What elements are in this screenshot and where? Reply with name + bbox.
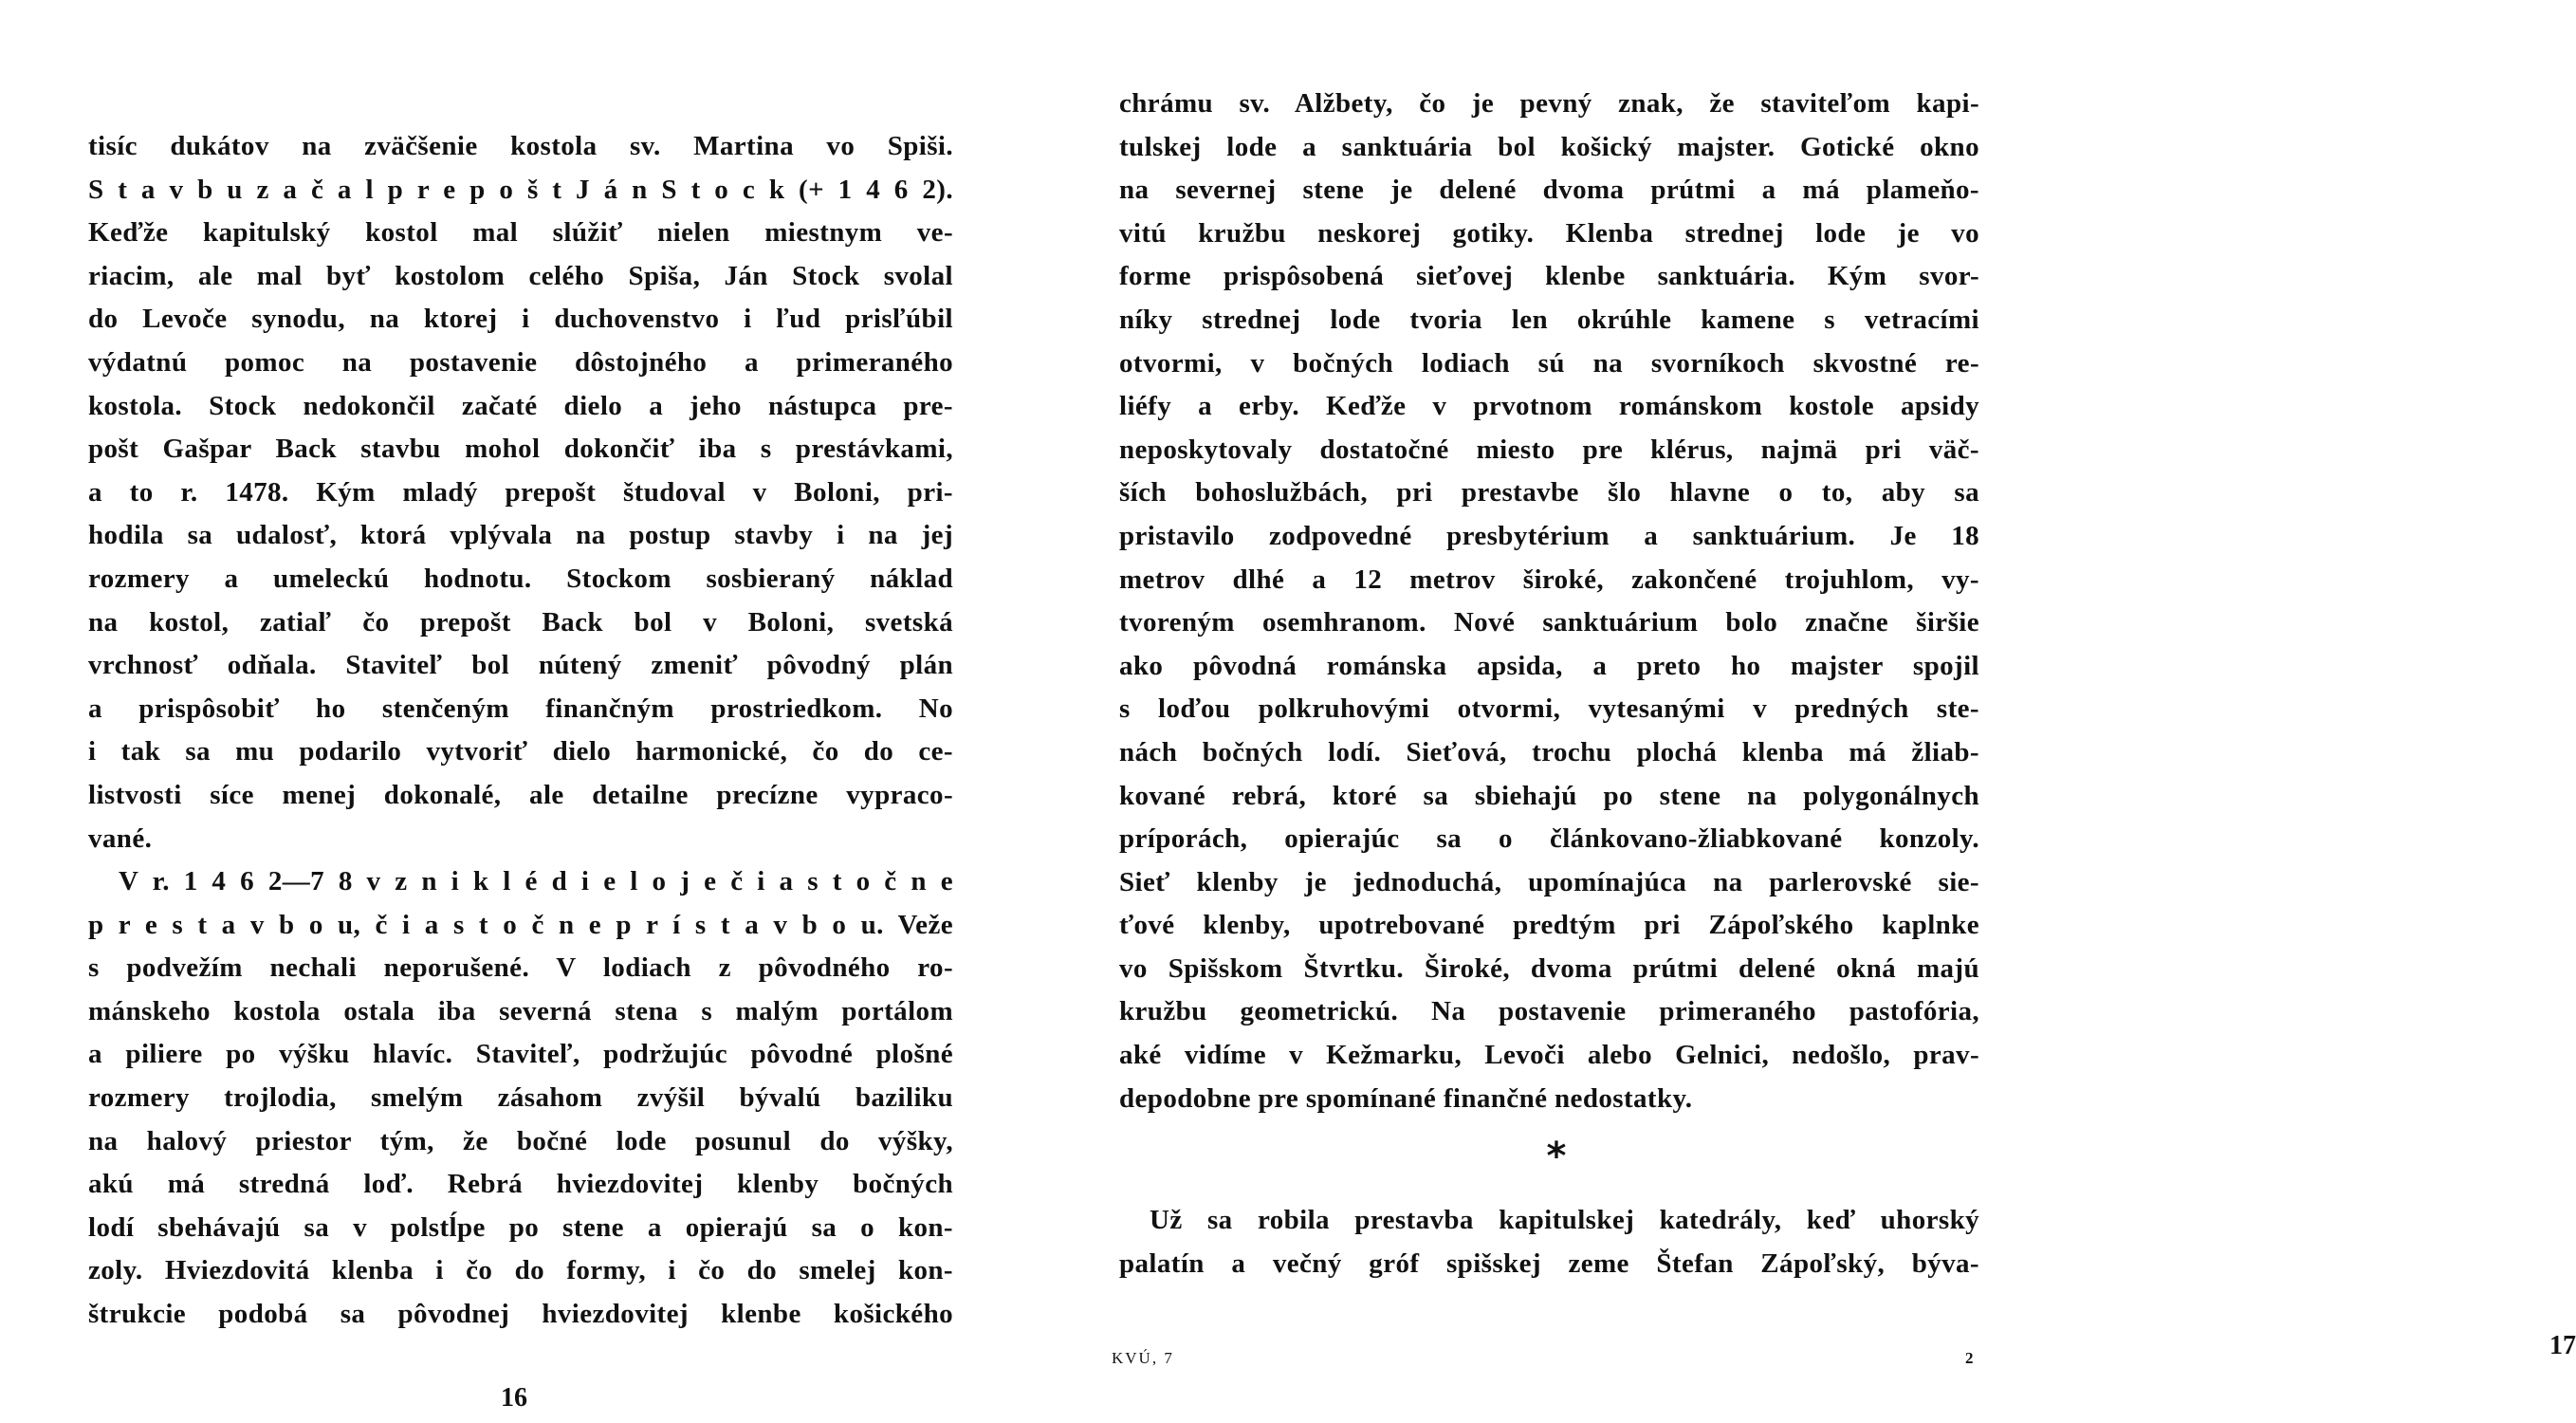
text-line: do Levoče synodu, na ktorej i duchovenstvo i ľud prisľúbil <box>88 304 953 335</box>
text-line: chrámu sv. Alžbety, čo je pevný znak, že staviteľom kapi- <box>1119 88 1979 119</box>
text-line: kované rebrá, ktoré sa sbiehajú po stene na polygonálnych <box>1119 780 1979 811</box>
right-page <box>1024 0 2576 1423</box>
text-line: štrukcie podobá sa pôvodnej hviezdovitej klenbe košického <box>88 1299 953 1330</box>
text-line: tisíc dukátov na zväčšenie kostola sv. Martina vo Spiši. <box>88 131 953 161</box>
text-line: akú má stredná loď. Rebrá hviezdovitej klenby bočných <box>88 1169 953 1200</box>
text-line: pošt Gašpar Back stavbu mohol dokončiť iba s prestávkami, <box>88 434 953 465</box>
text-line: na kostol, zatiaľ čo prepošt Back bol v Boloni, svetská <box>88 606 953 638</box>
text-line: aké vidíme v Kežmarku, Levoči alebo Gelnici, nedošlo, prav- <box>1119 1040 1979 1071</box>
text-line: na severnej stene je delené dvoma prútmi a má plameňo- <box>1119 175 1979 206</box>
text-line: p r e s t a v b o u, č i a s t o č n e p r í s t a v b o u. Veže <box>88 909 953 940</box>
text-line: S t a v b u z a č a l p r e p o š t J á n S t o c k (+ 1 4 6 2). <box>88 174 953 205</box>
text-line: rozmery a umeleckú hodnotu. Stockom sosbieraný náklad <box>88 563 953 594</box>
text-line: metrov dlhé a 12 metrov široké, zakončené trojuhlom, vy- <box>1119 564 1979 595</box>
right-page-text <box>1119 83 1979 1120</box>
text-line: Keďže kapitulský kostol mal slúžiť nielen miestnym ve- <box>88 217 953 249</box>
text-line: Sieť klenby je jednoduchá, upomínajúca na parlerovské sie- <box>1119 866 1979 897</box>
text-line: a prispôsobiť ho stenčeným finančným prostriedkom. No <box>88 693 953 724</box>
text-line: príporách, opierajúc sa o článkovano-žliabkované konzoly. <box>1119 823 1979 855</box>
signature-mark: 2 <box>1965 1349 1974 1367</box>
text-line: ších bohoslužbách, pri prestavbe šlo hlavne o to, aby sa <box>1119 477 1979 508</box>
text-line: i tak sa mu podarilo vytvoriť dielo harmonické, čo do ce- <box>88 736 953 767</box>
text-line: a piliere po výšku hlavíc. Staviteľ, podržujúc pôvodné plošné <box>88 1039 953 1070</box>
text-line: lodí sbehávajú sa v polstĺpe po stene a opierajú sa o kon- <box>88 1211 953 1243</box>
text-line: neposkytovaly dostatočné miesto pre klérus, najmä pri väč- <box>1119 434 1979 465</box>
text-line: hodila sa udalosť, ktorá vplývala na postup stavby i na jej <box>88 520 953 551</box>
text-line: s loďou polkruhovými otvormi, vytesanými v predných ste- <box>1119 693 1979 725</box>
text-line: V r. 1 4 6 2—7 8 v z n i k l é d i e l o j e č i a s t o č n e <box>119 866 953 897</box>
text-line: vané. <box>88 822 153 854</box>
text-line: otvormi, v bočných lodiach sú na svorníkoch skvostné re- <box>1119 347 1979 379</box>
text-line: Už sa robila prestavba kapitulskej katedrály, keď uhorský <box>1150 1205 1979 1235</box>
left-page-text <box>88 125 953 1337</box>
text-line: nách bočných lodí. Sieťová, trochu plochá klenba má žliab- <box>1119 736 1979 767</box>
text-line: kružbu geometrickú. Na postavenie primeraného pastofória, <box>1119 996 1979 1027</box>
left-page <box>0 0 1024 1423</box>
text-line: vrchnosť odňala. Staviteľ bol nútený zmeniť pôvodný plán <box>88 650 953 681</box>
text-line: zoly. Hviezdovitá klenba i čo do formy, i čo do smelej kon- <box>88 1255 953 1286</box>
section-break-asterisk: * <box>1546 1135 1567 1178</box>
text-line: liéfy a erby. Keďže v prvotnom románskom kostole apsidy <box>1119 391 1979 422</box>
text-line: mánskeho kostola ostala iba severná stena s malým portálom <box>88 995 953 1026</box>
text-line: s podvežím nechali neporušené. V lodiach z pôvodného ro- <box>88 952 953 984</box>
text-line: ako pôvodná románska apsida, a preto ho majster spojil <box>1119 650 1979 681</box>
text-line: níky strednej lode tvoria len okrúhle kamene s vetracími <box>1119 304 1979 335</box>
text-line: tvoreným osemhranom. Nové sanktuárium bolo značne širšie <box>1119 607 1979 638</box>
text-line: vo Spišskom Štvrtku. Široké, dvoma prútmi delené okná majú <box>1119 952 1979 984</box>
text-line: na halový priestor tým, že bočné lode posunul do výšky, <box>88 1125 953 1156</box>
right-page-text-after-break <box>1119 1199 1979 1285</box>
text-line: pristavilo zodpovedné presbytérium a sanktuárium. Je 18 <box>1119 520 1979 551</box>
text-line: výdatnú pomoc na postavenie dôstojného a primeraného <box>88 346 953 378</box>
text-line: forme prispôsobená sieťovej klenbe sanktuária. Kým svor- <box>1119 261 1979 292</box>
text-line: ťové klenby, upotrebované predtým pri Zápoľského kaplnke <box>1119 910 1979 941</box>
text-line: tulskej lode a sanktuária bol košický majster. Gotické okno <box>1119 131 1979 162</box>
text-line: vitú kružbu neskorej gotiky. Klenba strednej lode je vo <box>1119 217 1979 249</box>
page-number: 16 <box>501 1383 527 1413</box>
text-line: listvosti síce menej dokonalé, ale detailne precízne vypraco- <box>88 779 953 810</box>
printer-signature: KVÚ, 7 <box>1112 1349 1174 1367</box>
text-line: palatín a večný gróf spišskej zeme Štefan Zápoľský, býva- <box>1119 1247 1979 1279</box>
page-number: 17 <box>2549 1331 2576 1360</box>
text-line: a to r. 1478. Kým mladý prepošt študoval v Boloni, pri- <box>88 476 953 508</box>
text-line: riacim, ale mal byť kostolom celého Spiša, Ján Stock svolal <box>88 260 953 291</box>
text-line: depodobne pre spomínané finančné nedostatky. <box>1119 1082 1693 1114</box>
text-line: kostola. Stock nedokončil začaté dielo a jeho nástupca pre- <box>88 390 953 421</box>
text-line: rozmery trojlodia, smelým zásahom zvýšil bývalú baziliku <box>88 1082 953 1114</box>
